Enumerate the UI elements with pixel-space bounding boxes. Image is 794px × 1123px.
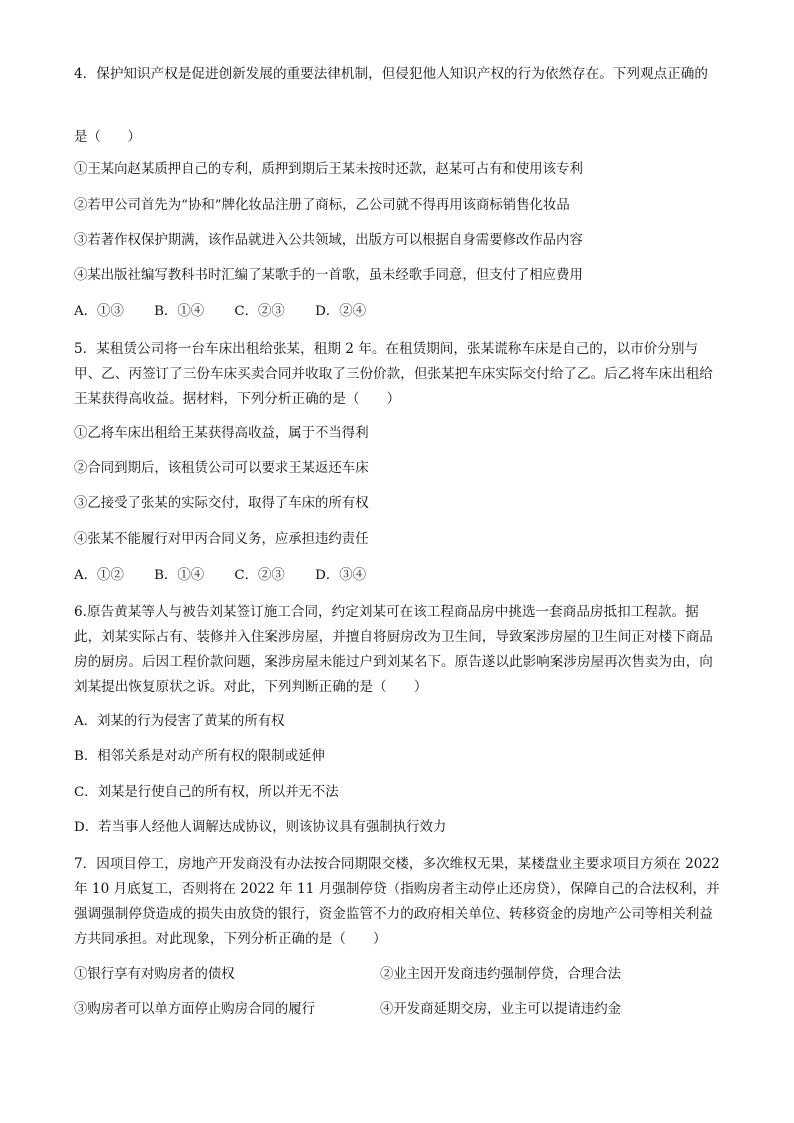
q6-stem: 6.原告黄某等人与被告刘某签订施工合同，约定刘某可在该工程商品房中挑选一套商品房抵扣工程款。据此，刘某实际占有、装修并入住案涉房屋，并擅自将厨房改为卫生间，导致案涉房屋的卫生间正对楼下商品房的厨房。后因工程价款问题，案涉房屋未能过户到刘某名下。原告遂以此影响案涉房屋再次售卖为由，向刘某提出恢复原状之诉。对此，下列判断正确的是（ ）	[74, 604, 713, 695]
q6-option-d: D．若当事人经他人调解达成协议，则该协议具有强制执行效力	[74, 820, 447, 835]
q5-option-b: B．①④	[154, 568, 205, 583]
q7-item-3: ③购房者可以单方面停止购房合同的履行	[74, 1002, 316, 1017]
q5-option-c: C．②③	[234, 568, 285, 583]
q4-options	[74, 302, 724, 322]
q4-stem-line2: 是（ ）	[74, 130, 141, 145]
q5-item-1: ①乙将车床出租给王某获得高收益，属于不当得利	[74, 426, 369, 441]
q4-stem-line1: 4．保护知识产权是促进创新发展的重要法律机制，但侵犯他人知识产权的行为依然存在。下列观点正确的	[74, 66, 708, 82]
q7-stem: 7．因项目停工，房地产开发商没有办法按合同期限交楼，多次维权无果，某楼盘业主要求项目方须在 2022 年 10 月底复工，否则将在 2022 年 11 月强制停贷（指购房者主动停止还房贷），保障自己的合法权利，并强调强制停贷造成的损失由放贷的银行，资金监管不力的政府相关单位、转移资金的房地产公司等相关利益方共同承担。对此现象，下列分析正确的是（ ）	[74, 856, 720, 947]
q5-stem: 5．某租赁公司将一台车床出租给张某，租期 2 年。在租赁期间，张某谎称车床是自己的，以市价分别与甲、乙、丙签订了三份车床买卖合同并收取了三份价款，但张某把车床实际交付给了乙。后乙将车床出租给王某获得高收益。据材料，下列分析正确的是（ ）	[74, 341, 713, 407]
q6-option-c: C．刘某是行使自己的所有权，所以并无不法	[74, 785, 339, 800]
q5-item-4: ④张某不能履行对甲丙合同义务，应承担违约责任	[74, 532, 369, 547]
q5-option-d: D．③④	[315, 568, 366, 583]
q7-item-4: ④开发商延期交房，业主可以提请违约金	[380, 1002, 622, 1017]
q4-option-b: B．①④	[154, 304, 205, 319]
q4-option-d: D．②④	[315, 304, 366, 319]
q4-item-4: ④某出版社编写教科书时汇编了某歌手的一首歌，虽未经歌手同意，但支付了相应费用	[74, 268, 583, 283]
q7-item-2: ②业主因开发商违约强制停贷，合理合法	[380, 967, 622, 982]
q5-item-2: ②合同到期后，该租赁公司可以要求王某返还车床	[74, 461, 369, 476]
q5-options	[74, 566, 724, 586]
q6-option-b: B．相邻关系是对动产所有权的限制或延伸	[74, 749, 325, 764]
q5-option-a: A．①②	[74, 568, 124, 583]
q4-item-2: ②若甲公司首先为“协和”牌化妆品注册了商标，乙公司就不得再用该商标销售化妆品	[74, 198, 570, 213]
q5-item-3: ③乙接受了张某的实际交付，取得了车床的所有权	[74, 496, 369, 511]
q6-option-a: A．刘某的行为侵害了黄某的所有权	[74, 714, 285, 729]
q4-item-3: ③若著作权保护期满，该作品就进入公共领域，出版方可以根据自身需要修改作品内容	[74, 233, 583, 248]
q4-option-a: A．①③	[74, 304, 124, 319]
q4-item-1: ①王某向赵某质押自己的专利，质押到期后王某未按时还款，赵某可占有和使用该专利	[74, 162, 583, 177]
q7-item-1: ①银行享有对购房者的债权	[74, 967, 235, 982]
q4-option-c: C．②③	[234, 304, 285, 319]
